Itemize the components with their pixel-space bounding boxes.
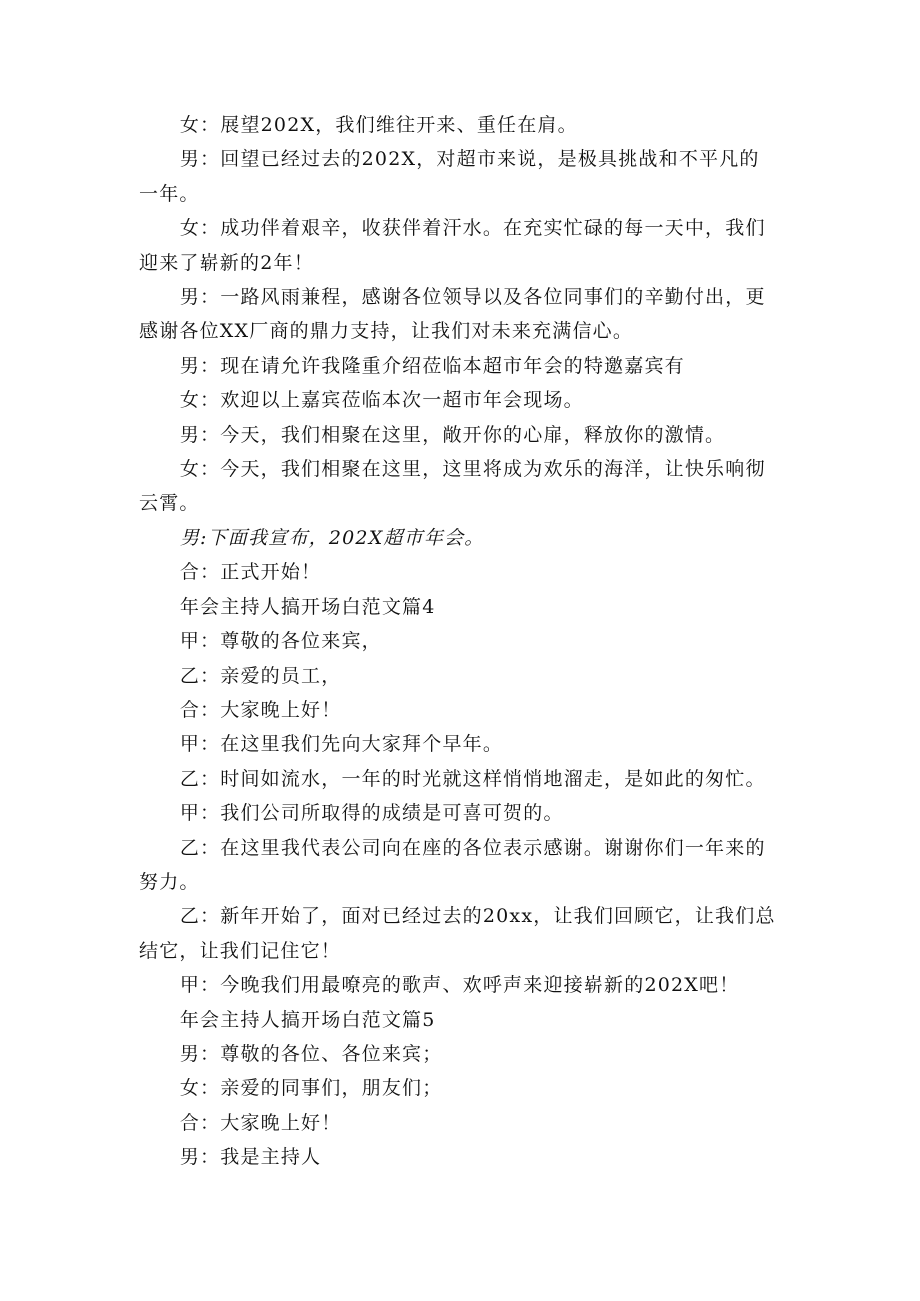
paragraph: 乙：新年开始了，面对已经过去的20xx，让我们回顾它，让我们总结它，让我们记住它！ xyxy=(139,905,776,962)
paragraph: 男：今天，我们相聚在这里，敞开你的心扉，释放你的激情。 xyxy=(179,423,726,446)
paragraph: 男：现在请允许我隆重介绍莅临本超市年会的特邀嘉宾有 xyxy=(179,354,685,377)
section-heading: 年会主持人搞开场白范文篇5 xyxy=(179,1008,436,1031)
paragraph: 甲：尊敬的各位来宾， xyxy=(179,630,382,653)
paragraph: 男：一路风雨兼程，感谢各位领导以及各位同事们的辛勤付出，更感谢各位XX厂商的鼎力支持，让我们对未来充满信心。 xyxy=(139,286,766,343)
paragraph: 女：今天，我们相聚在这里，这里将成为欢乐的海洋，让快乐响彻云霄。 xyxy=(139,458,766,515)
paragraph: 乙：时间如流水，一年的时光就这样悄悄地溜走，是如此的匆忙。 xyxy=(179,767,766,790)
paragraph: 乙：亲爱的员工， xyxy=(179,664,342,687)
document-body xyxy=(139,108,779,1175)
paragraph: 甲：今晚我们用最嘹亮的歌声、欢呼声来迎接崭新的202X吧！ xyxy=(179,974,740,997)
paragraph: 男：尊敬的各位、各位来宾； xyxy=(179,1042,443,1065)
paragraph: 女：欢迎以上嘉宾莅临本次一超市年会现场。 xyxy=(179,389,584,412)
paragraph: 乙：在这里我代表公司向在座的各位表示感谢。谢谢你们一年来的努力。 xyxy=(139,836,766,893)
paragraph: 男:下面我宣布，202X超市年会。 xyxy=(179,526,485,549)
paragraph: 女：展望202X，我们维往开来、重任在肩。 xyxy=(179,114,578,136)
paragraph: 女：亲爱的同事们，朋友们； xyxy=(179,1077,443,1100)
paragraph: 男：我是主持人 xyxy=(179,1146,322,1169)
section-heading: 年会主持人搞开场白范文篇4 xyxy=(179,595,436,618)
paragraph: 男：回望已经过去的202X，对超市来说，是极具挑战和不平凡的一年。 xyxy=(139,148,760,205)
paragraph: 合：正式开始！ xyxy=(179,561,322,584)
paragraph: 女：成功伴着艰辛，收获伴着汗水。在充实忙碌的每一天中，我们迎来了崭新的2年！ xyxy=(139,217,766,274)
paragraph: 合：大家晚上好！ xyxy=(179,1111,342,1134)
paragraph: 合：大家晚上好！ xyxy=(179,698,342,721)
paragraph: 甲：我们公司所取得的成绩是可喜可贺的。 xyxy=(179,802,564,825)
paragraph: 甲：在这里我们先向大家拜个早年。 xyxy=(179,733,504,756)
